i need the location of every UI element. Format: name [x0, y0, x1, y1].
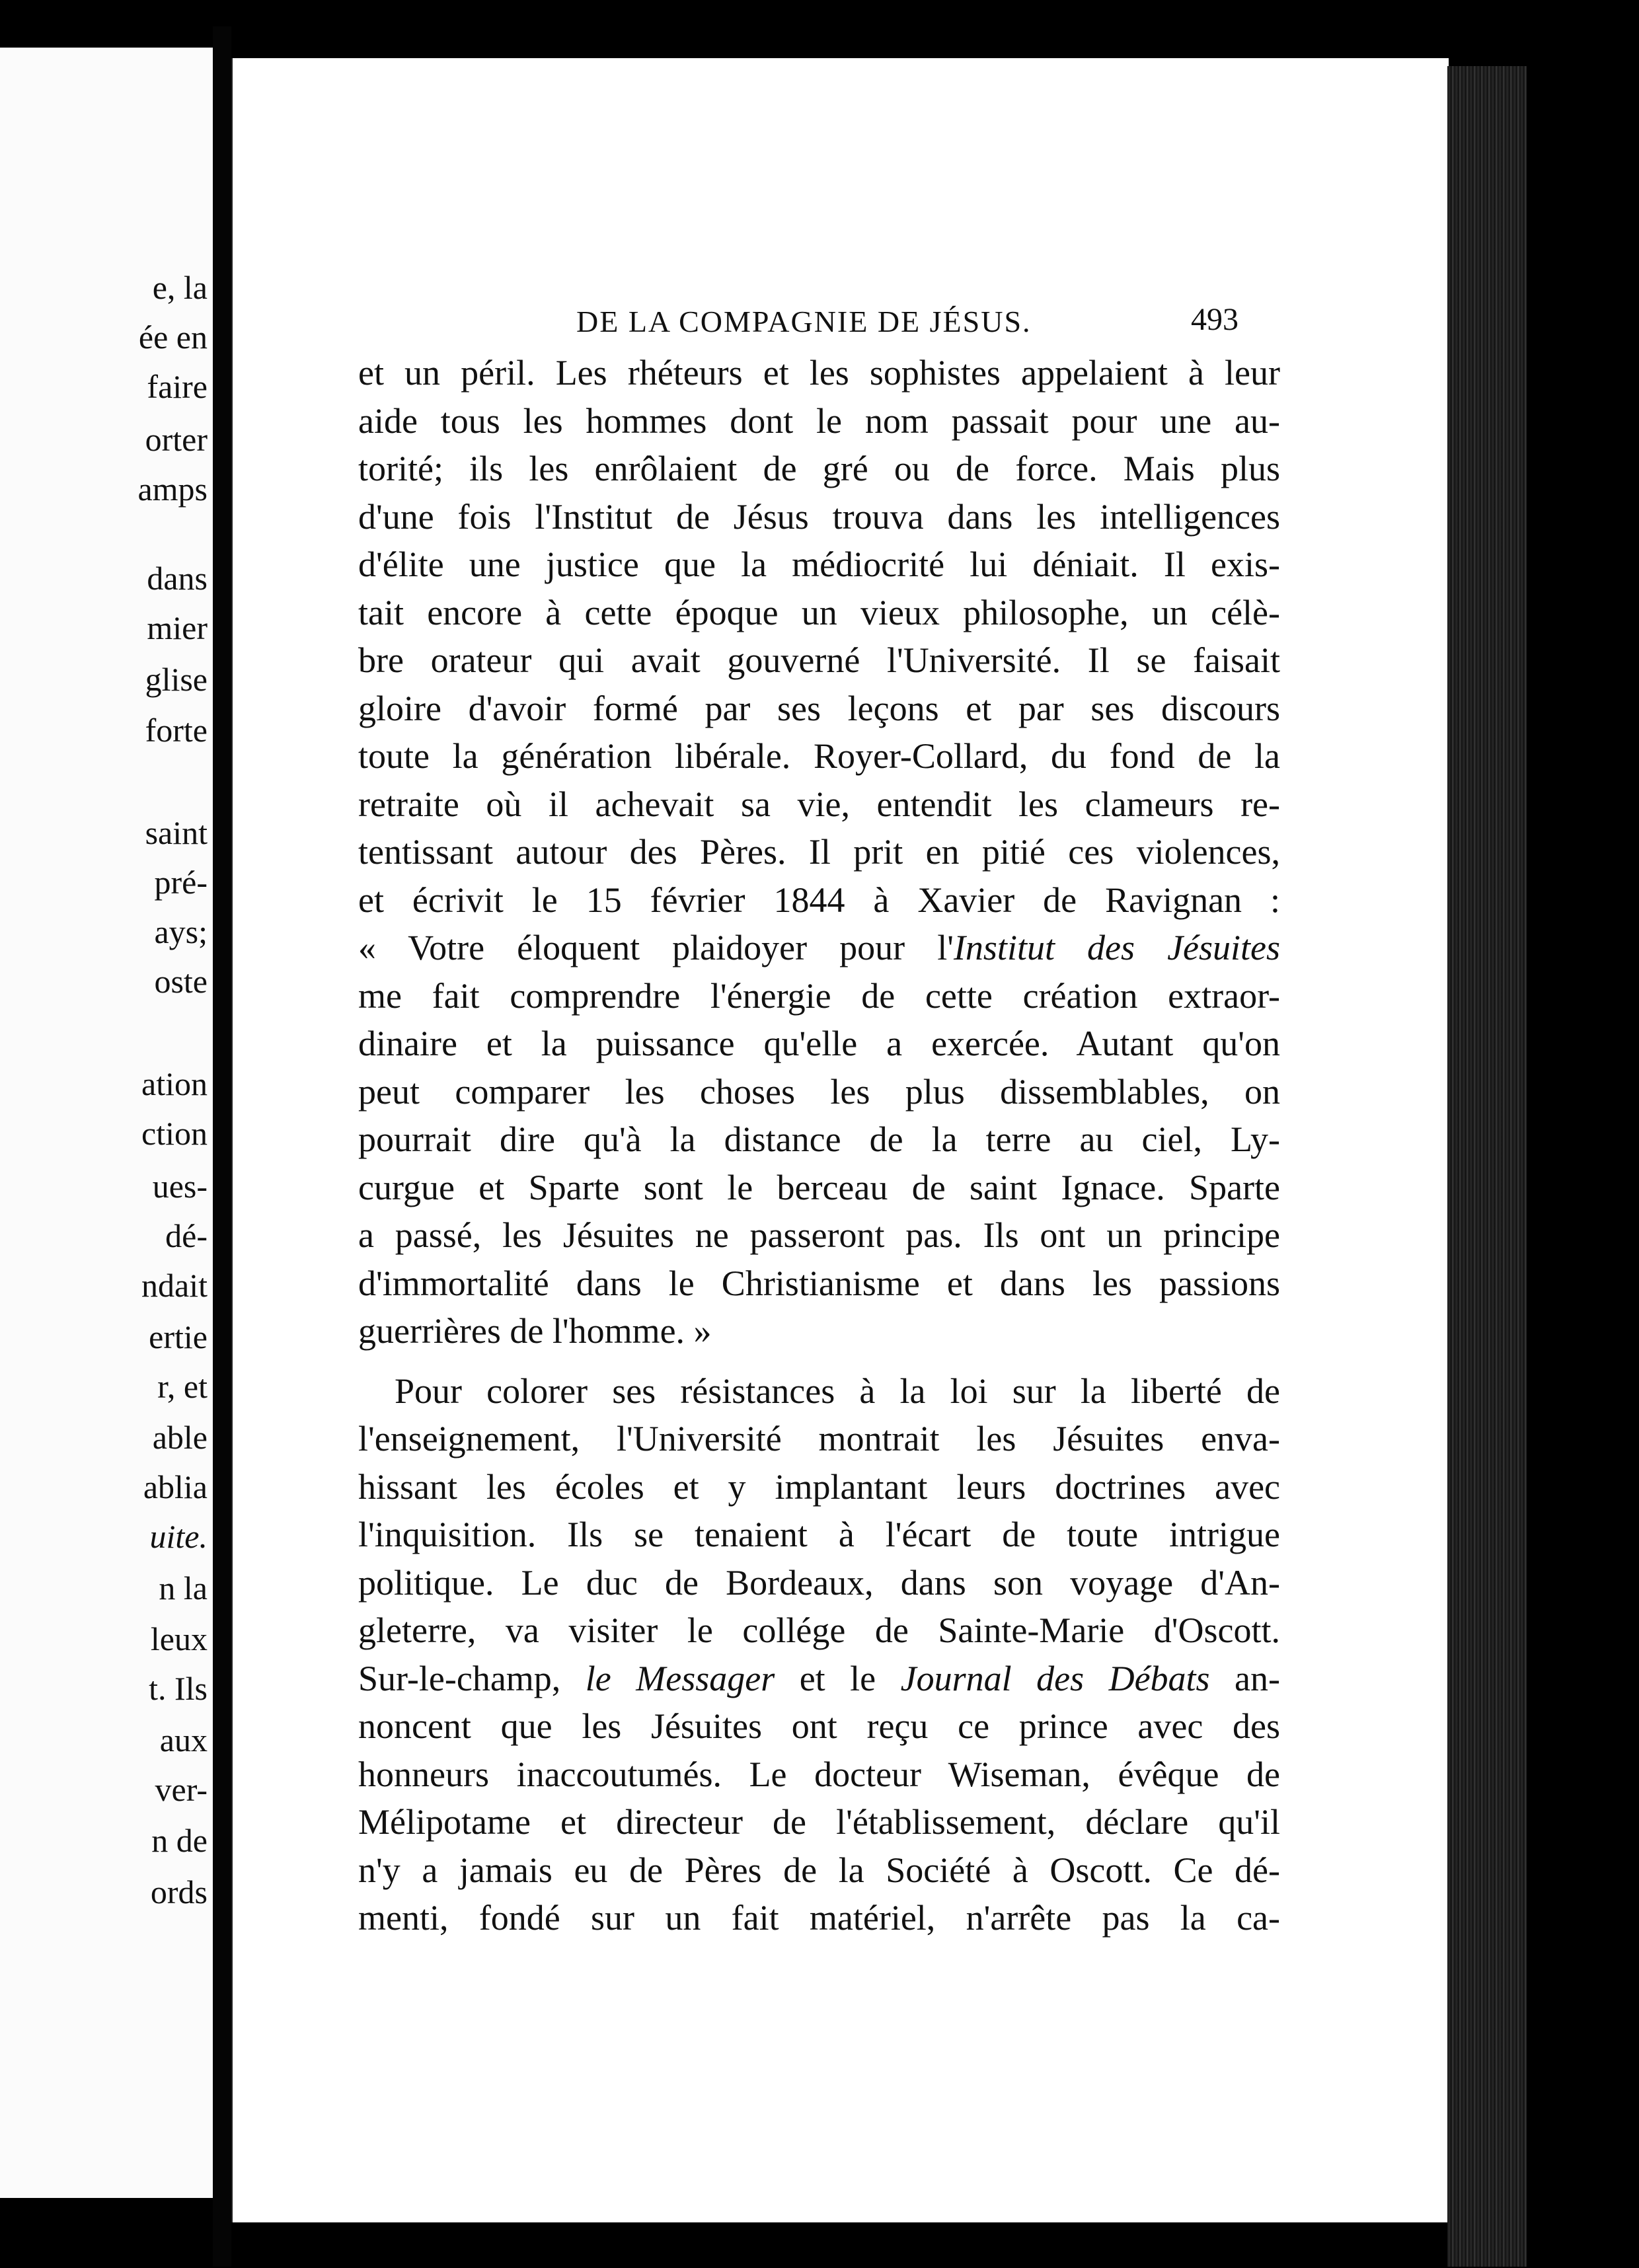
left-page-fragment: ays;: [154, 913, 208, 950]
left-page-fragment: leux: [150, 1620, 208, 1657]
text-line: toute la génération libérale. Royer-Collard, du fond de la: [358, 736, 1280, 776]
text-line: torité; ils les enrôlaient de gré ou de force. Mais plus: [358, 449, 1280, 488]
left-page-fragment: faire: [147, 368, 208, 405]
text-line: n'y a jamais eu de Pères de la Société à Oscott. Ce dé-: [358, 1850, 1280, 1890]
running-title: DE LA COMPAGNIE DE JÉSUS.: [576, 305, 1032, 338]
left-page-fragment: mier: [147, 609, 208, 646]
body-text: [358, 349, 1280, 1942]
text-line: d'une fois l'Institut de Jésus trouva dans les intelligences: [358, 496, 1280, 537]
text-line: l'enseignement, l'Université montrait les Jésuites enva-: [358, 1419, 1280, 1458]
text-line: me fait comprendre l'énergie de cette création extraor-: [358, 975, 1280, 1016]
text-line: peut comparer les choses les plus dissemblables, on: [358, 1071, 1280, 1112]
page-number: 493: [1191, 302, 1239, 337]
text-line: noncent que les Jésuites ont reçu ce prince avec des: [358, 1706, 1280, 1746]
text-line: d'immortalité dans le Christianisme et dans les passions: [358, 1263, 1280, 1303]
left-page-fragment: ation: [141, 1065, 208, 1102]
main-page: [231, 58, 1449, 2222]
left-page-fragment: r, et: [157, 1368, 208, 1405]
text-line: Mélipotame et directeur de l'établissement, déclare qu'il: [358, 1802, 1280, 1842]
text-line: et un péril. Les rhéteurs et les sophistes appelaient à leur: [358, 353, 1280, 393]
text-line: curgue et Sparte sont le berceau de saint Ignace. Sparte: [358, 1167, 1280, 1207]
text-line: d'élite une justice que la médiocrité lui déniait. Il exis-: [358, 545, 1280, 584]
left-page-fragment: ablia: [143, 1468, 208, 1505]
left-page-fragment: ndait: [141, 1267, 208, 1304]
text-line: Pour colorer ses résistances à la loi sur la liberté de: [395, 1371, 1280, 1411]
quote-start: « Votre éloquent plaidoyer pour l': [358, 928, 954, 967]
page-edge-stack: [1447, 66, 1527, 2267]
left-page-fragment: aux: [159, 1721, 208, 1758]
page-header: [233, 304, 1449, 344]
text-line: retraite où il achevait sa vie, entendit les clameurs re-: [358, 784, 1280, 824]
left-page-fragment: ée en: [138, 319, 208, 356]
left-page-fragment: pré-: [154, 864, 208, 901]
text-line: et écrivit le 15 février 1844 à Xavier de Ravignan :: [358, 880, 1280, 920]
text-run: et le: [775, 1658, 901, 1698]
left-page-fragment: e, la: [152, 269, 208, 306]
italic-title: Journal des Débats: [900, 1658, 1210, 1698]
left-page-fragment: ver-: [155, 1771, 208, 1808]
text-run: Sur-le-champ,: [358, 1658, 586, 1698]
italic-title: le Messager: [585, 1658, 775, 1698]
text-line: a passé, les Jésuites ne passeront pas. Ils ont un principe: [358, 1215, 1280, 1255]
text-line: gloire d'avoir formé par ses leçons et par ses discours: [358, 688, 1280, 728]
text-line: guerrières de l'homme. »: [358, 1311, 712, 1351]
left-page-fragment: n de: [151, 1822, 208, 1859]
left-page-fragment: oste: [154, 963, 208, 1000]
text-line: honneurs inaccoutumés. Le docteur Wiseman, évêque de: [358, 1754, 1280, 1794]
text-line: menti, fondé sur un fait matériel, n'arrête pas la ca-: [358, 1898, 1280, 1938]
text-line: gleterre, va visiter le collége de Sainte-Marie d'Oscott.: [358, 1610, 1280, 1650]
text-line: aide tous les hommes dont le nom passait pour une au-: [358, 400, 1280, 441]
left-page-fragment: ords: [150, 1873, 208, 1910]
text-line: pourrait dire qu'à la distance de la terre au ciel, Ly-: [358, 1119, 1280, 1159]
italic-title: Institut des Jésuites: [953, 928, 1281, 967]
left-page-fragment: ction: [141, 1115, 208, 1152]
left-page-fragment: ertie: [149, 1318, 208, 1355]
left-facing-page: [0, 48, 213, 2198]
left-page-fragment: saint: [145, 814, 208, 851]
text-line-with-titles: [358, 1655, 1280, 1703]
left-page-fragment: n la: [159, 1569, 208, 1606]
left-page-fragment: forte: [145, 712, 208, 749]
text-line: tait encore à cette époque un vieux philosophe, un célè-: [358, 592, 1280, 632]
left-page-fragment: uite.: [149, 1518, 208, 1555]
left-page-fragment: dans: [147, 560, 208, 597]
text-line: dinaire et la puissance qu'elle a exercée. Autant qu'on: [358, 1024, 1280, 1063]
left-page-fragment: ues-: [152, 1168, 208, 1205]
left-page-fragment: glise: [145, 661, 208, 698]
left-page-fragment: t. Ils: [149, 1670, 208, 1707]
left-page-fragment: orter: [145, 421, 208, 458]
text-run: an-: [1209, 1658, 1280, 1698]
text-line: tentissant autour des Pères. Il prit en pitié ces violences,: [358, 832, 1280, 872]
text-line: politique. Le duc de Bordeaux, dans son voyage d'An-: [358, 1562, 1280, 1603]
left-page-fragment: amps: [137, 471, 208, 508]
quote-line: [358, 924, 1280, 972]
text-line: hissant les écoles et y implantant leurs doctrines avec: [358, 1466, 1280, 1507]
left-page-fragment: able: [152, 1419, 208, 1456]
left-page-fragment: dé-: [165, 1217, 208, 1254]
book-spine-gutter: [213, 26, 231, 2267]
text-line: bre orateur qui avait gouverné l'Université. Il se faisait: [358, 640, 1280, 680]
text-line: l'inquisition. Ils se tenaient à l'écart de toute intrigue: [358, 1515, 1280, 1554]
